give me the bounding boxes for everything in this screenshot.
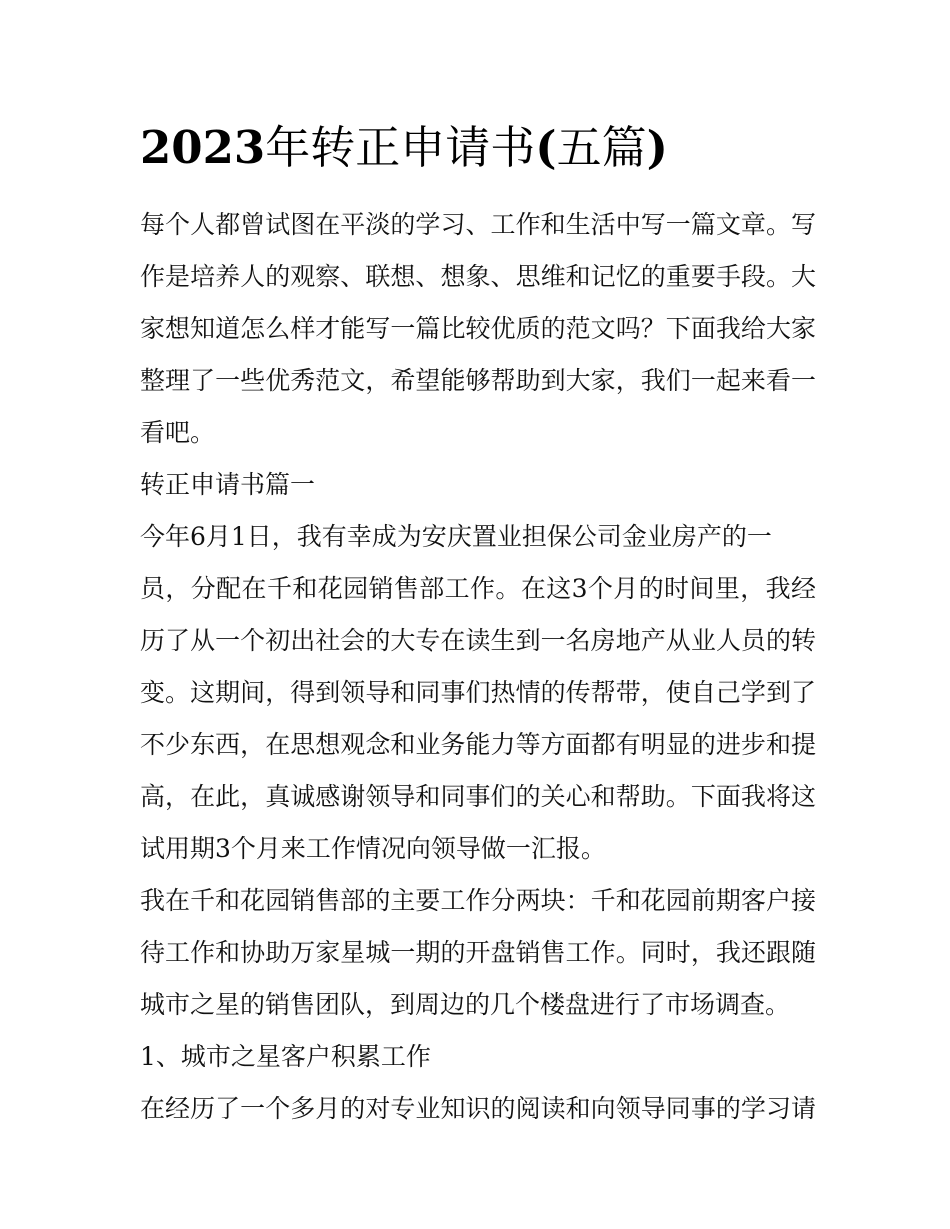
document-body — [140, 199, 816, 1135]
paragraph-line: 历了从一个初出社会的大专在读生到一名房地产从业人员的转 — [140, 626, 816, 655]
paragraph-line: 待工作和协助万家星城一期的开盘销售工作。同时，我还跟随 — [140, 938, 816, 967]
paragraph-line: 家想知道怎么样才能写一篇比较优质的范文吗？下面我给大家 — [140, 314, 816, 343]
paragraph-line: 整理了一些优秀范文，希望能够帮助到大家，我们一起来看一 — [140, 366, 816, 395]
paragraph-line: 在经历了一个多月的对专业知识的阅读和向领导同事的学习请 — [140, 1094, 816, 1123]
paragraph-line: 每个人都曾试图在平淡的学习、工作和生活中写一篇文章。写 — [140, 210, 816, 239]
paragraph-line: 1、城市之星客户积累工作 — [140, 1042, 431, 1071]
paragraph-line: 城市之星的销售团队，到周边的几个楼盘进行了市场调查。 — [140, 990, 791, 1019]
paragraph-line: 高，在此，真诚感谢领导和同事们的关心和帮助。下面我将这 — [140, 782, 816, 811]
paragraph-line: 作是培养人的观察、联想、想象、思维和记忆的重要手段。大 — [140, 262, 816, 291]
paragraph-line: 今年6月1日，我有幸成为安庆置业担保公司金业房产的一 — [140, 522, 772, 551]
paragraph-line: 试用期3个月来工作情况向领导做一汇报。 — [140, 834, 606, 863]
paragraph-line: 变。这期间，得到领导和同事们热情的传帮带，使自己学到了 — [140, 678, 816, 707]
paragraph-line: 看吧。 — [140, 418, 216, 447]
paragraph-line: 员，分配在千和花园销售部工作。在这3个月的时间里，我经 — [140, 574, 816, 603]
paragraph-line: 我在千和花园销售部的主要工作分两块：千和花园前期客户接 — [140, 886, 816, 915]
paragraph-line: 不少东西，在思想观念和业务能力等方面都有明显的进步和提 — [140, 730, 816, 759]
document-title: 2023年转正申请书(五篇) — [140, 121, 668, 174]
paragraph-line: 转正申请书篇一 — [140, 470, 316, 499]
